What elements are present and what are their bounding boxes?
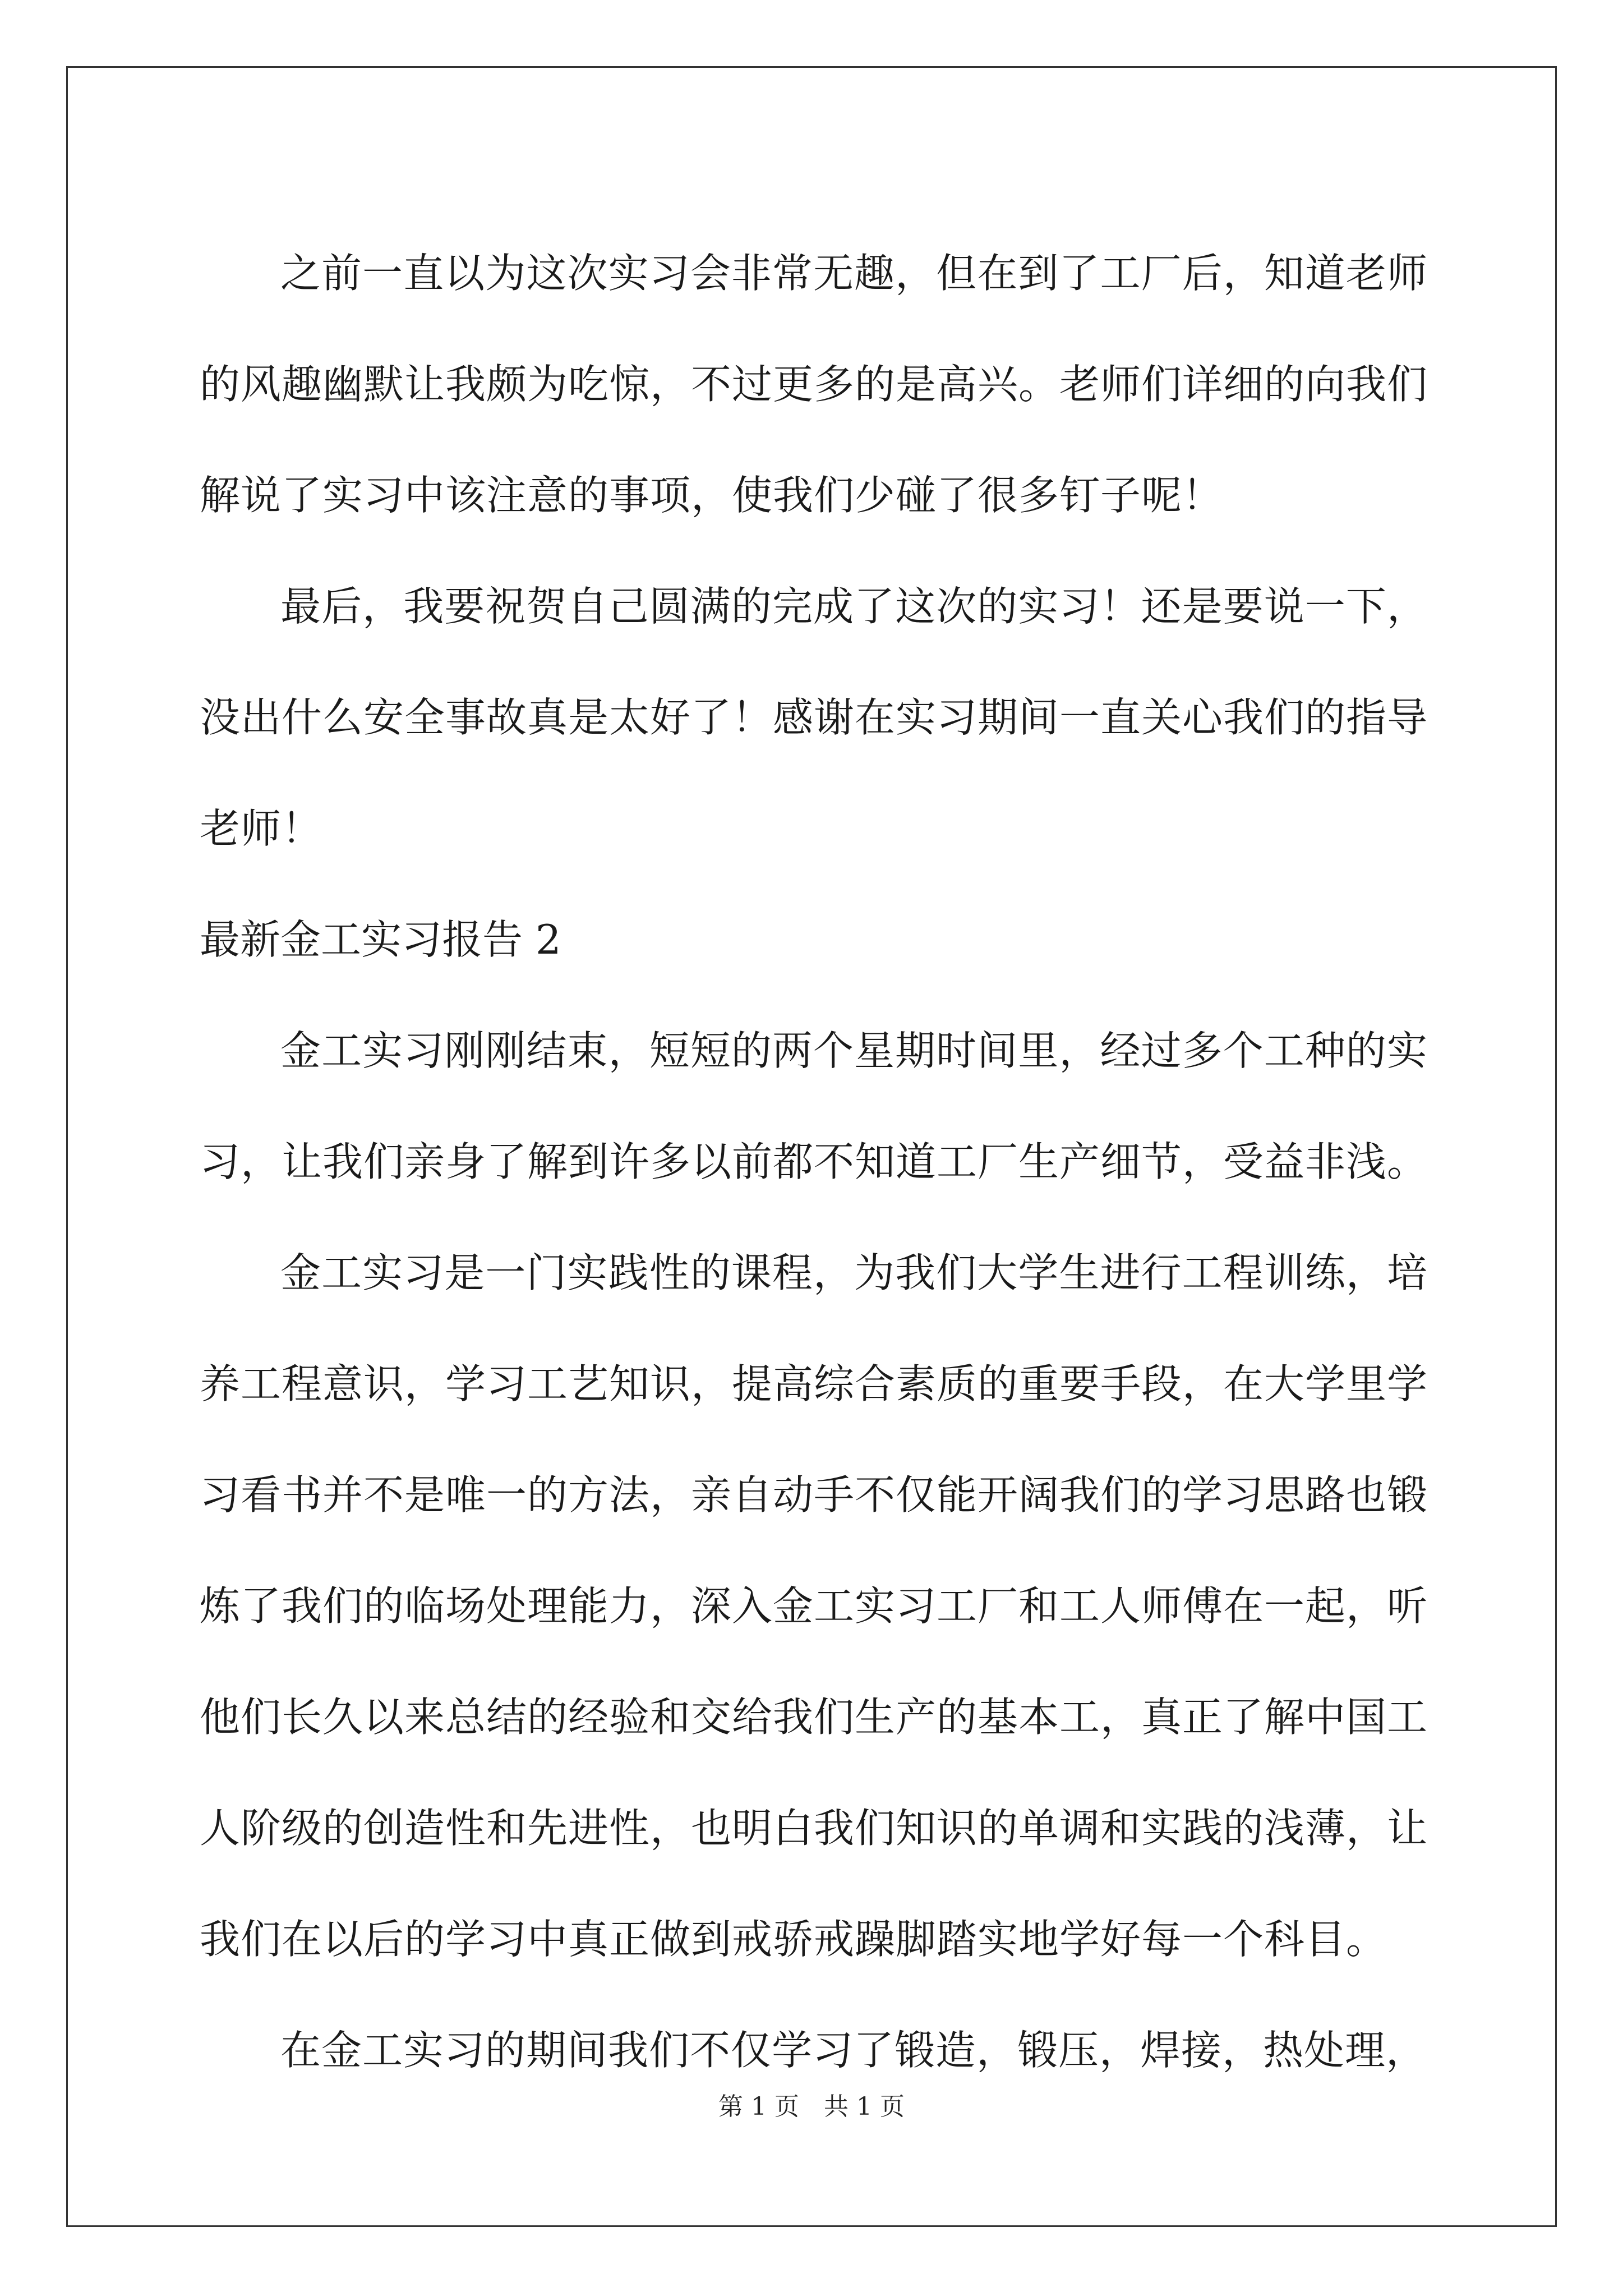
- paragraph: 金工实习是一门实践性的课程，为我们大学生进行工程训练，培养工程意识，学习工艺知识，提高综合素质的重要手段，在大学里学习看书并不是唯一的方法，亲自动手不仅能开阔我们的学习思路也锻炼了我们的临场处理能力，深入金工实习工厂和工人师傅在一起，听他们长久以来总结的经验和交给我们生产的基本工，真正了解中国工人阶级的创造性和先进性，也明白我们知识的单调和实践的浅薄，让我们在以后的学习中真正做到戒骄戒躁脚踏实地学好每一个科目。: [200, 1249, 1428, 1963]
- paragraph: 最后，我要祝贺自己圆满的完成了这次的实习！还是要说一下，没出什么安全事故真是太好了！感谢在实习期间一直关心我们的指导老师！: [200, 583, 1428, 852]
- document-body: [200, 218, 1428, 2106]
- section-title: 最新金工实习报告 2: [200, 916, 561, 963]
- paragraph: 之前一直以为这次实习会非常无趣，但在到了工厂后，知道老师的风趣幽默让我颇为吃惊，不过更多的是高兴。老师们详细的向我们解说了实习中该注意的事项，使我们少碰了很多钉子呢！: [200, 250, 1428, 519]
- page-footer: 第 1 页 共 1 页: [718, 2092, 905, 2121]
- paragraph: 金工实习刚刚结束，短短的两个星期时间里，经过多个工种的实习，让我们亲身了解到许多以前都不知道工厂生产细节，受益非浅。: [200, 1027, 1428, 1185]
- paragraph: 在金工实习的期间我们不仅学习了锻造，锻压，焊接，热处理，: [280, 2027, 1427, 2074]
